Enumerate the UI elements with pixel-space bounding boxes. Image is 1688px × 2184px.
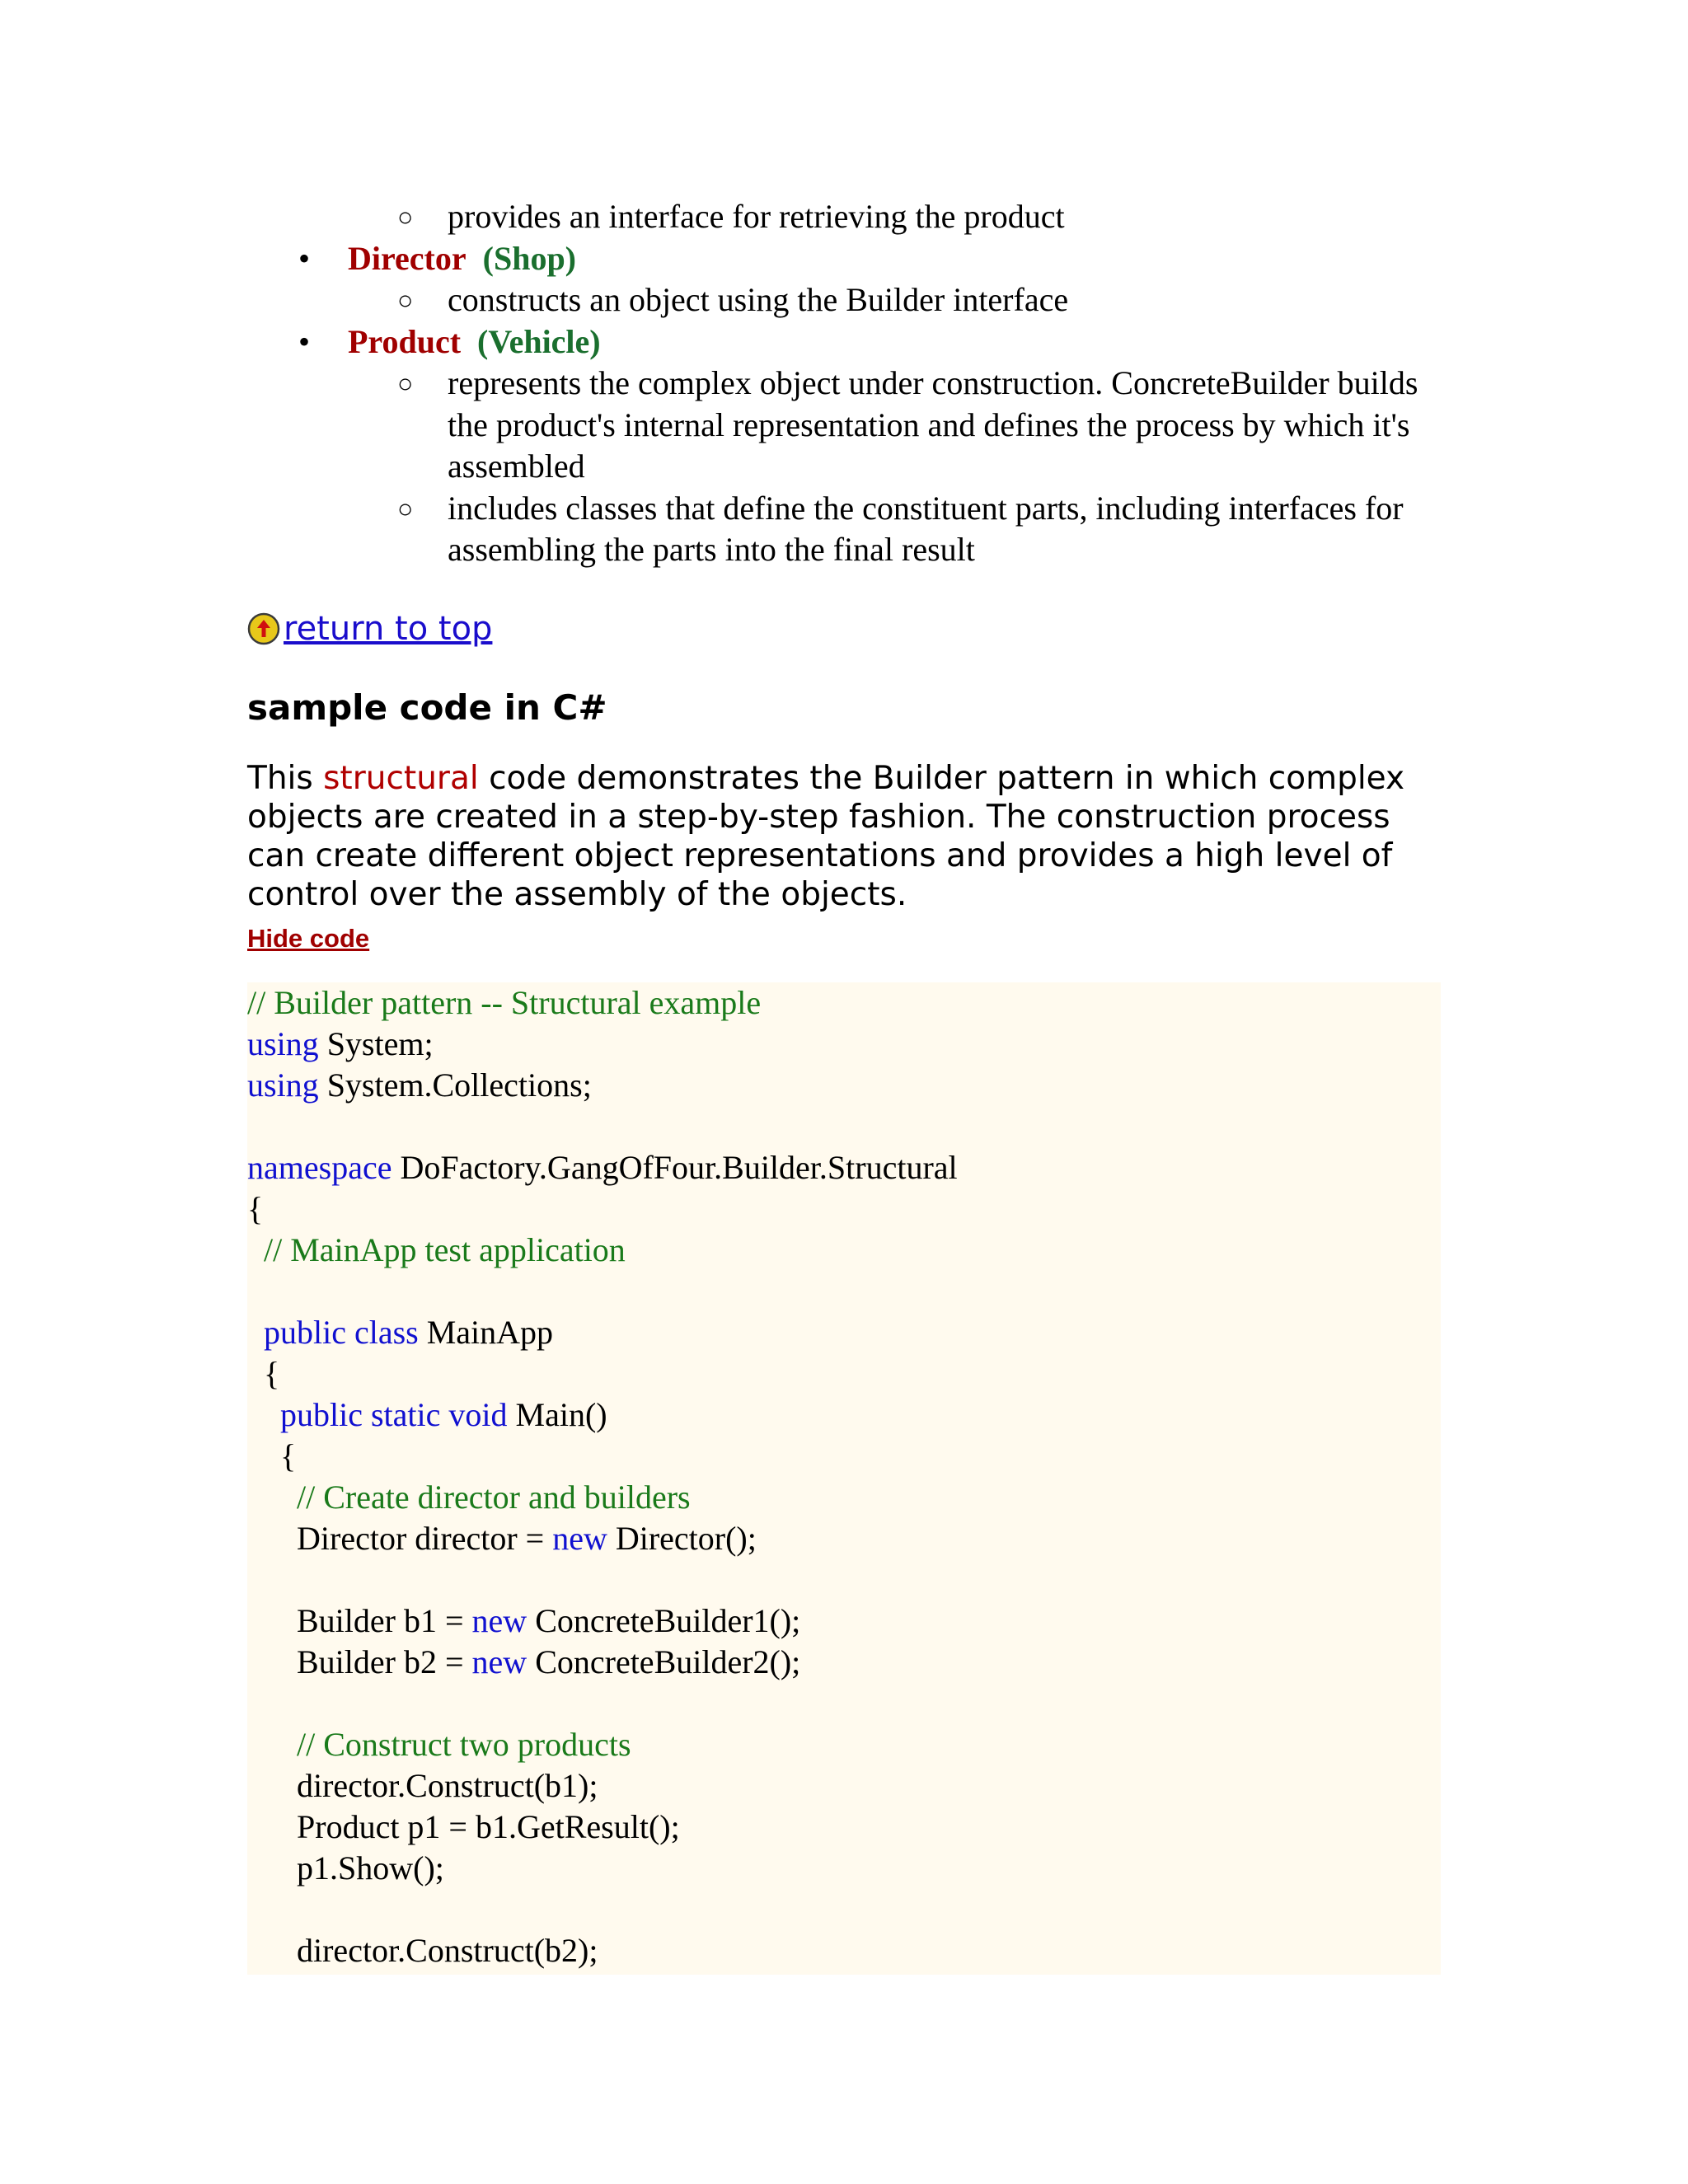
- code-line: [247, 1559, 1441, 1601]
- description-text-end: code demonstrates the Builder pattern in which complex objects are created in a step-by-step fashion. The construction process can create different object representations and provides a high level of control over the assembly of the objects.: [247, 759, 1405, 913]
- document-page: [247, 196, 1441, 1975]
- participant-detail-text: represents the complex object under construction. ConcreteBuilder builds the product's internal representation and defines the process by which it's assembled: [448, 364, 1418, 485]
- code-text: [247, 1396, 280, 1433]
- participant-role: Director: [348, 239, 467, 277]
- code-line: [247, 1889, 1441, 1930]
- code-text: System;: [318, 1024, 434, 1062]
- code-keyword: namespace: [247, 1148, 392, 1186]
- participant-detail: [247, 488, 1441, 571]
- code-keyword: new: [552, 1519, 607, 1557]
- code-line: [247, 1807, 1441, 1848]
- participants-list: [247, 196, 1441, 571]
- circle-bullet-marker: ○: [397, 368, 414, 398]
- description-text-start: This: [247, 759, 324, 797]
- description-paragraph: [247, 759, 1451, 958]
- code-text: Builder b2 =: [247, 1643, 472, 1680]
- code-line: [247, 1642, 1441, 1683]
- code-text: [247, 1726, 297, 1763]
- code-text: director.Construct(b2);: [247, 1931, 598, 1969]
- return-to-top-row[interactable]: [247, 606, 1441, 652]
- code-line: [247, 1436, 1441, 1477]
- description-highlight: structural: [323, 759, 479, 797]
- code-text: director.Construct(b1);: [247, 1766, 598, 1804]
- code-comment: // Construct two products: [297, 1725, 631, 1763]
- code-line: [247, 1106, 1441, 1147]
- return-to-top-link[interactable]: return to top: [284, 609, 493, 648]
- code-comment: // Create director and builders: [297, 1478, 691, 1516]
- section-heading: sample code in C#: [247, 687, 607, 728]
- code-line: [247, 1601, 1441, 1642]
- circle-bullet-marker: ○: [397, 202, 414, 232]
- participant-detail: [247, 279, 1441, 321]
- participant-item: [247, 321, 1441, 363]
- code-text: Builder b1 =: [247, 1601, 472, 1639]
- code-line: [247, 1271, 1441, 1312]
- code-line: [247, 1353, 1441, 1394]
- code-keyword: new: [471, 1601, 528, 1639]
- code-text: p1.Show();: [247, 1849, 444, 1886]
- code-keyword: public static void: [280, 1395, 508, 1433]
- code-line: [247, 1312, 1441, 1353]
- code-text: [247, 1479, 297, 1516]
- code-comment: // MainApp test application: [264, 1230, 626, 1268]
- hide-code-link[interactable]: Hide code: [247, 923, 370, 953]
- code-line: [247, 1518, 1441, 1559]
- participant-detail: [247, 363, 1441, 488]
- participant-item: [247, 238, 1441, 280]
- code-line: [247, 1724, 1441, 1765]
- code-line: [247, 1765, 1441, 1807]
- participant-example: (Vehicle): [477, 322, 601, 360]
- participant-example: (Shop): [482, 239, 577, 277]
- code-text: Director();: [607, 1519, 757, 1557]
- code-line: [247, 1683, 1441, 1724]
- participant-detail-text: includes classes that define the constituent parts, including interfaces for assembling the parts into the final result: [448, 489, 1404, 568]
- participant-detail-text: provides an interface for retrieving the product: [448, 198, 1065, 235]
- bullet-marker: •: [298, 239, 311, 277]
- code-keyword: using: [247, 1066, 319, 1104]
- code-keyword: public class: [264, 1313, 419, 1351]
- code-line: [247, 1188, 1441, 1230]
- code-line: [247, 1230, 1441, 1271]
- code-comment: // Builder pattern -- Structural example: [247, 983, 762, 1021]
- code-line: [247, 1477, 1441, 1518]
- participant-detail: [247, 196, 1441, 238]
- code-keyword: using: [247, 1024, 319, 1062]
- up-arrow-circle-icon[interactable]: [247, 612, 280, 645]
- code-line: [247, 1024, 1441, 1065]
- circle-bullet-marker: ○: [397, 285, 414, 315]
- bullet-marker: •: [298, 322, 311, 360]
- code-text: ConcreteBuilder2();: [527, 1643, 801, 1680]
- code-line: [247, 1930, 1441, 1971]
- code-text: MainApp: [418, 1313, 554, 1351]
- code-keyword: new: [471, 1643, 528, 1680]
- code-text: DoFactory.GangOfFour.Builder.Structural: [392, 1148, 958, 1186]
- code-text: {: [247, 1189, 264, 1227]
- code-line: [247, 1848, 1441, 1889]
- code-line: [247, 1394, 1441, 1436]
- code-block: [247, 982, 1441, 1975]
- code-text: Main(): [507, 1395, 607, 1433]
- circle-bullet-marker: ○: [397, 493, 414, 523]
- participant-detail-text: constructs an object using the Builder interface: [448, 281, 1069, 318]
- code-line: [247, 1065, 1441, 1106]
- code-line: [247, 1147, 1441, 1188]
- code-text: ConcreteBuilder1();: [527, 1601, 801, 1639]
- code-text: Director director =: [247, 1519, 553, 1557]
- code-text: {: [247, 1436, 297, 1474]
- code-text: Product p1 = b1.GetResult();: [247, 1807, 680, 1845]
- code-text: {: [247, 1354, 280, 1392]
- code-text: [247, 1314, 264, 1351]
- participant-role: Product: [348, 322, 462, 360]
- code-text: [247, 1231, 264, 1268]
- code-text: System.Collections;: [318, 1066, 592, 1104]
- code-line: [247, 982, 1441, 1024]
